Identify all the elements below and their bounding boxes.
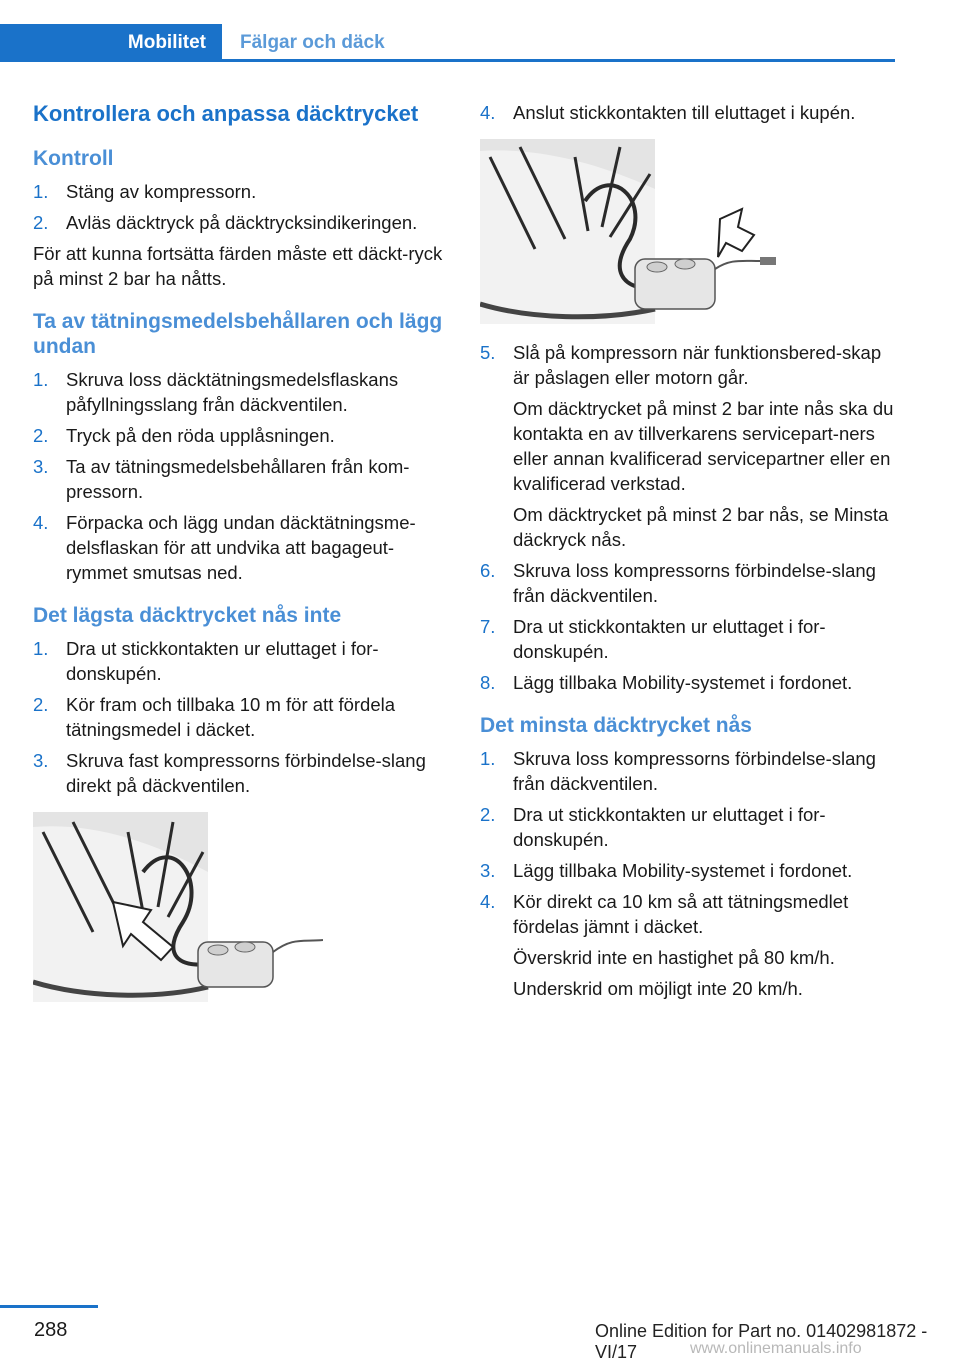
list-item: 4. Förpacka och lägg undan däcktätningsme‐delsflaskan för att undvika att bagageut‐rymmet smutsas ned.: [33, 512, 416, 583]
power-cable: [715, 261, 760, 269]
gauge-dial: [208, 945, 228, 955]
list-item: 2. Avläs däcktryck på däcktrycksindikeringen.: [33, 212, 418, 233]
list-item: 1. Skruva loss däcktätningsmedelsflaskans påfyllningsslang från däckventilen.: [33, 369, 399, 415]
section-heading-kontroll: Kontroll: [33, 147, 114, 170]
list-item: 3. Lägg tillbaka Mobility-systemet i fordonet.: [480, 860, 853, 881]
list-item: 3. Ta av tätningsmedelsbehållaren från kom‐pressorn.: [33, 456, 410, 502]
gauge-dial: [647, 262, 667, 272]
list-item: 5. Slå på kompressorn när funktionsbered‐skap är påslagen eller motorn går. Om däcktrycket på minst 2 bar inte nås ska du kontakta en av tillverkarens servicepart‐ners eller annan kvalificerad servicepartner eller en kvalificerad verkstad. Om däcktrycket på minst 2 bar nås, se Minsta däckryck nås.: [480, 342, 894, 550]
header-tabs: [0, 24, 895, 62]
right-column: [480, 100, 895, 1007]
section-heading-lagsta-nas-inte: Det lägsta däcktrycket nås inte: [33, 604, 342, 627]
page-title: Kontrollera och anpassa däcktrycket: [33, 101, 419, 126]
switch-knob: [235, 942, 255, 952]
ta-av-list: [33, 367, 448, 585]
tab-mobilitet[interactable]: Mobilitet: [0, 24, 222, 62]
list-item: 1. Skruva loss kompressorns förbindelse‐slang från däckventilen.: [480, 748, 876, 794]
list-item: 2. Tryck på den röda upplåsningen.: [33, 425, 335, 446]
list-item: 2. Dra ut stickkontakten ur eluttaget i for‐donskupén.: [480, 804, 826, 850]
tab-underline: [222, 59, 895, 62]
list-item: 1. Stäng av kompressorn.: [33, 181, 257, 202]
list-item: 6. Skruva loss kompressorns förbindelse‐slang från däckventilen.: [480, 560, 876, 606]
list-item: 8. Lägg tillbaka Mobility-systemet i fordonet.: [480, 672, 853, 693]
arrow-icon: [718, 209, 754, 257]
steps-list-a: [480, 100, 895, 125]
minsta-list: [480, 746, 895, 1001]
list-item: 4. Anslut stickkontakten till eluttaget i kupén.: [480, 102, 856, 123]
watermark: www.onlinemanuals.info: [690, 1340, 862, 1357]
plug: [760, 257, 776, 265]
plug-into-socket-illustration: [480, 139, 780, 324]
edition-text: Online Edition for Part no. 01402981872 - VI/17: [595, 1321, 928, 1362]
footer-rule: [0, 1305, 98, 1308]
list-item: 2. Kör fram och tillbaka 10 m för att fördela tätningsmedel i däcket.: [33, 694, 396, 740]
kontroll-note: För att kunna fortsätta färden måste ett däckt‐ryck på minst 2 bar ha nåtts.: [33, 243, 443, 289]
switch-knob: [675, 259, 695, 269]
kontroll-list: [33, 179, 448, 235]
lagsta-list: [33, 636, 448, 798]
section-heading-ta-av: Ta av tätningsmedelsbehållaren och lägg undan: [33, 310, 443, 358]
list-item: 3. Skruva fast kompressorns förbindelse‐slang direkt på däckventilen.: [33, 750, 426, 796]
page-number: 288: [34, 1319, 68, 1341]
list-item: 4. Kör direkt ca 10 km så att tätningsmedlet fördelas jämnt i däcket. Överskrid inte en hastighet på 80 km/h. Underskrid om möjligt inte 20 km/h.: [480, 891, 849, 999]
tab-falgar-och-dack[interactable]: Fälgar och däck: [222, 24, 895, 62]
section-heading-minsta-nas: Det minsta däcktrycket nås: [480, 714, 752, 737]
steps-list-b: [480, 340, 895, 695]
compressor-to-valve-illustration: [33, 812, 323, 1002]
list-item: 7. Dra ut stickkontakten ur eluttaget i for‐donskupén.: [480, 616, 826, 662]
power-cable: [273, 940, 323, 952]
left-column: [33, 100, 448, 1018]
list-item: 1. Dra ut stickkontakten ur eluttaget i for‐donskupén.: [33, 638, 379, 684]
